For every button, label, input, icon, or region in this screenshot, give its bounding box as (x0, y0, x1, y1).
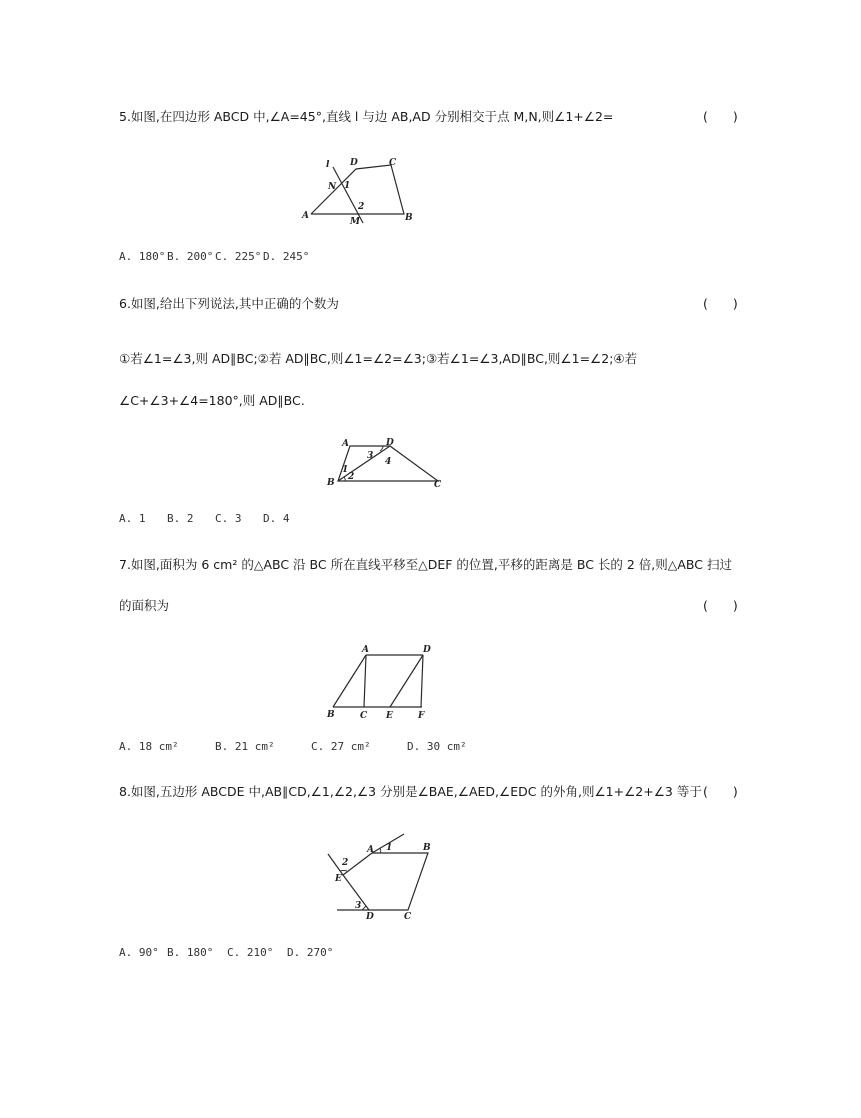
q5-label-1: 1 (344, 181, 351, 191)
q7-option-d[interactable]: D. 30 cm² (407, 740, 467, 753)
q5-label-D: D (350, 158, 358, 168)
q8-answer-bracket: ( ) (703, 784, 738, 799)
q8-label-2: 2 (342, 858, 349, 868)
q6-angle-arc-3 (380, 446, 383, 451)
q8-figure (322, 828, 442, 928)
q8-angle-arc-2 (340, 871, 347, 872)
q5-option-b[interactable]: B. 200° (167, 250, 214, 263)
q5-stem: 5.如图,在四边形 ABCD 中,∠A=45°,直线 l 与边 AB,AD 分别相交于点 M,N,则∠1+∠2= (119, 109, 614, 124)
q8-option-b[interactable]: B. 180° (167, 946, 214, 959)
q6-label-4: 4 (385, 457, 392, 467)
q6-label-1: 1 (342, 465, 349, 475)
q6-figure (322, 436, 447, 491)
q5-figure (295, 150, 425, 230)
q5-label-C: C (389, 158, 397, 168)
q5-option-c[interactable]: C. 225° (215, 250, 262, 263)
q8-angle-arc-1 (379, 848, 381, 853)
q6-option-a[interactable]: A. 1 (119, 512, 146, 525)
q7-side-ed (390, 655, 423, 707)
q7-stem-cont: 的面积为 (119, 598, 170, 613)
q5-answer-bracket: ( ) (703, 109, 738, 124)
q5-label-N: N (328, 182, 337, 192)
q7-figure (322, 641, 442, 723)
q7-option-a[interactable]: A. 18 cm² (119, 740, 179, 753)
q7-label-B: B (327, 710, 335, 720)
q7-option-c[interactable]: C. 27 cm² (311, 740, 371, 753)
q6-statements: ①若∠1=∠3,则 AD∥BC;②若 AD∥BC,则∠1=∠2=∠3;③若∠1=∠3,AD∥BC,则∠1=∠2;④若 (119, 351, 638, 366)
q6-stem: 6.如图,给出下列说法,其中正确的个数为 (119, 296, 339, 311)
q7-label-A: A (362, 645, 369, 655)
q8-extension-de (328, 854, 343, 875)
q5-line-l (333, 167, 363, 223)
q7-stem: 7.如图,面积为 6 cm² 的△ABC 沿 BC 所在直线平移至△DEF 的位置,平移的距离是 BC 长的 2 倍,则△ABC 扫过 (119, 557, 732, 572)
q5-option-d[interactable]: D. 245° (263, 250, 310, 263)
q6-label-3: 3 (367, 451, 374, 461)
q7-label-D: D (423, 645, 431, 655)
q5-label-M: M (350, 217, 360, 227)
q6-option-c[interactable]: C. 3 (215, 512, 242, 525)
q8-label-E: E (335, 874, 342, 884)
q8-option-d[interactable]: D. 270° (287, 946, 334, 959)
q8-label-3: 3 (355, 901, 362, 911)
q6-label-B: B (327, 478, 335, 488)
q6-label-C: C (434, 480, 442, 490)
q5-label-l: l (326, 160, 330, 170)
q7-answer-bracket: ( ) (703, 598, 738, 613)
q8-label-1: 1 (386, 843, 393, 853)
q6-option-d[interactable]: D. 4 (263, 512, 290, 525)
q6-label-D: D (386, 438, 394, 448)
q7-label-C: C (360, 711, 368, 721)
q6-label-A: A (342, 439, 349, 449)
q7-option-b[interactable]: B. 21 cm² (215, 740, 275, 753)
q7-label-E: E (386, 711, 393, 721)
q8-stem: 8.如图,五边形 ABCDE 中,AB∥CD,∠1,∠2,∠3 分别是∠BAE,∠AED,∠EDC 的外角,则∠1+∠2+∠3 等于 (119, 784, 702, 799)
q6-diagonal-bd (338, 446, 390, 481)
q6-label-2: 2 (348, 472, 355, 482)
q7-side-ca (364, 655, 366, 707)
q5-option-a[interactable]: A. 180° (119, 250, 166, 263)
q8-option-c[interactable]: C. 210° (227, 946, 274, 959)
q5-label-2: 2 (358, 202, 365, 212)
q8-label-B: B (423, 843, 431, 853)
q5-label-B: B (405, 213, 413, 223)
q5-label-A: A (302, 211, 309, 221)
q6-statements-cont: ∠C+∠3+∠4=180°,则 AD∥BC. (119, 393, 305, 408)
q6-answer-bracket: ( ) (703, 296, 738, 311)
q6-option-b[interactable]: B. 2 (167, 512, 194, 525)
q6-angle-arc-1 (344, 477, 345, 481)
q8-label-C: C (404, 912, 412, 922)
q8-option-a[interactable]: A. 90° (119, 946, 159, 959)
q8-label-A: A (367, 845, 374, 855)
q8-label-D: D (366, 912, 374, 922)
q7-side-ba (333, 655, 366, 707)
q7-label-F: F (418, 711, 425, 721)
q7-side-fd (421, 655, 423, 707)
